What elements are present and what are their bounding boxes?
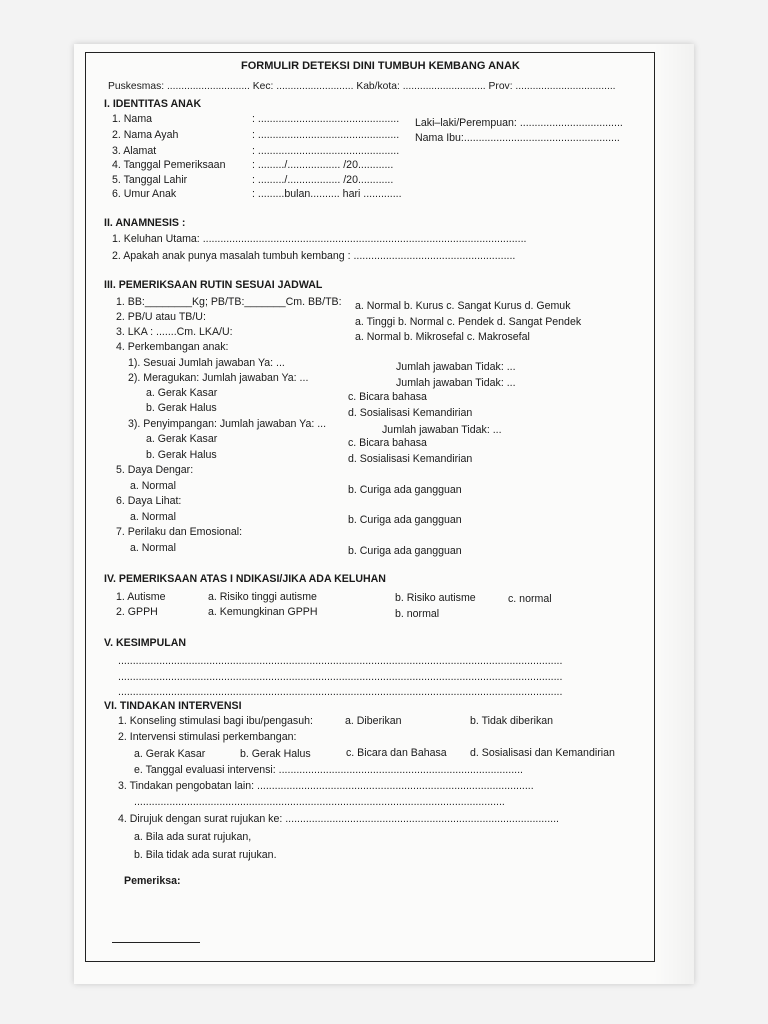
daya-lihat-curiga[interactable]: b. Curiga ada gangguan [348,514,462,526]
perkembangan-meragukan[interactable]: 2). Meragukan: Jumlah jawaban Ya: ... [128,372,309,384]
options-lka-u[interactable]: a. Normal b. Mikrosefal c. Makrosefal [355,331,530,343]
meragukan-gerak-halus[interactable]: b. Gerak Halus [146,402,217,414]
field-daya-lihat: 6. Daya Lihat: [116,495,182,507]
penyimpangan-gerak-kasar[interactable]: a. Gerak Kasar [146,433,218,445]
field-pb-tb-u: 2. PB/U atau TB/U: [116,311,206,323]
options-pb-tb-u[interactable]: a. Tinggi b. Normal c. Pendek d. Sangat Pendek [355,316,582,328]
kesimpulan-line-3[interactable]: ....................................................................................................................................................... [118,686,563,698]
field-perkembangan-anak: 4. Perkembangan anak: [116,341,229,353]
field-input-umur-anak[interactable]: : .........bulan.......... hari ............. [252,188,402,200]
field-label-tanggal-lahir: 5. Tanggal Lahir [112,174,188,186]
field-autisme: 1. Autisme [116,591,166,603]
field-label-alamat: 3. Alamat [112,145,157,157]
perkembangan-penyimpangan[interactable]: 3). Penyimpangan: Jumlah jawaban Ya: ... [128,418,327,430]
form-title: FORMULIR DETEKSI DINI TUMBUH KEMBANG ANAK [241,60,520,72]
field-perilaku-emosional: 7. Perilaku dan Emosional: [116,526,243,538]
field-intervensi-stimulasi: 2. Intervensi stimulasi perkembangan: [118,731,297,743]
meragukan-gerak-kasar[interactable]: a. Gerak Kasar [146,387,218,399]
section-anamnesis-heading: II. ANAMNESIS : [104,217,186,229]
field-label-nama-ayah: 2. Nama Ayah [112,129,179,141]
perkembangan-meragukan-tidak[interactable]: Jumlah jawaban Tidak: ... [396,377,516,389]
page-shadow [654,44,694,984]
field-gpph: 2. GPPH [116,606,158,618]
stimulasi-sosialisasi[interactable]: d. Sosialisasi dan Kemandirian [470,747,615,759]
field-tanggal-evaluasi[interactable]: e. Tanggal evaluasi intervensi: ................................................................................... [134,764,523,776]
field-tindakan-pengobatan-cont[interactable]: .............................................................................................................................. [134,796,505,808]
dirujuk-tidak-ada-surat[interactable]: b. Bila tidak ada surat rujukan. [134,849,277,861]
perkembangan-penyimpangan-tidak[interactable]: Jumlah jawaban Tidak: ... [382,424,502,436]
field-bb-pb[interactable]: 1. BB:________Kg; PB/TB:_______Cm. BB/TB: [116,296,342,308]
field-input-nama-ayah[interactable]: : ................................................ [252,129,400,141]
section-pemeriksaan-heading: III. PEMERIKSAAN RUTIN SESUAI JADWAL [104,279,323,291]
konseling-tidak-diberikan[interactable]: b. Tidak diberikan [470,715,554,727]
field-label-nama: 1. Nama [112,113,153,125]
meragukan-sosialisasi[interactable]: d. Sosialisasi Kemandirian [348,407,473,419]
section-intervensi-heading: VI. TINDAKAN INTERVENSI [104,700,242,712]
field-input-nama[interactable]: : ................................................ [252,113,400,125]
field-input-tanggal-pemeriksaan[interactable]: : ........./.................. /20............ [252,159,394,171]
perilaku-curiga[interactable]: b. Curiga ada gangguan [348,545,462,557]
header-location-line[interactable]: Puskesmas: ............................. Kec: ........................... Kab/kota: ............................. Prov: ................................... [108,81,616,92]
stimulasi-gerak-halus[interactable]: b. Gerak Halus [240,748,311,760]
gpph-normal[interactable]: b. normal [395,608,440,620]
field-label-tanggal-pemeriksaan: 4. Tanggal Pemeriksaan [112,159,226,171]
autisme-risiko-tinggi[interactable]: a. Risiko tinggi autisme [208,591,317,603]
perkembangan-sesuai-tidak[interactable]: Jumlah jawaban Tidak: ... [396,361,516,373]
autisme-risiko[interactable]: b. Risiko autisme [395,592,476,604]
section-kesimpulan-heading: V. KESIMPULAN [104,637,187,649]
perilaku-normal[interactable]: a. Normal [130,542,176,554]
field-lka[interactable]: 3. LKA : .......Cm. LKA/U: [116,326,233,338]
konseling-diberikan[interactable]: a. Diberikan [345,715,402,727]
field-gender[interactable]: Laki–laki/Perempuan: ................................... [415,117,623,129]
field-tindakan-pengobatan[interactable]: 3. Tindakan pengobatan lain: .............................................................................................. [118,780,534,792]
field-input-alamat[interactable]: : ................................................ [252,145,400,157]
field-label-umur-anak: 6. Umur Anak [112,188,177,200]
field-input-tanggal-lahir[interactable]: : ........./.................. /20............ [252,174,394,186]
kesimpulan-line-1[interactable]: ....................................................................................................................................................... [118,655,563,667]
field-dirujuk[interactable]: 4. Dirujuk dengan surat rujukan ke: ............................................................................................. [118,813,559,825]
options-bb-tb[interactable]: a. Normal b. Kurus c. Sangat Kurus d. Gemuk [355,300,571,312]
kesimpulan-line-2[interactable]: ....................................................................................................................................................... [118,671,563,683]
section-atas-indikasi-heading: IV. PEMERIKSAAN ATAS I NDIKASI/JIKA ADA KELUHAN [104,573,386,585]
signature-line[interactable] [112,942,200,943]
daya-lihat-normal[interactable]: a. Normal [130,511,176,523]
field-nama-ibu[interactable]: Nama Ibu:..................................................... [415,132,620,144]
penyimpangan-bicara-bahasa[interactable]: c. Bicara bahasa [348,437,427,449]
field-konseling: 1. Konseling stimulasi bagi ibu/pengasuh: [118,715,313,727]
penyimpangan-gerak-halus[interactable]: b. Gerak Halus [146,449,217,461]
field-keluhan-utama[interactable]: 1. Keluhan Utama: .............................................................................................................. [112,233,527,245]
gpph-kemungkinan[interactable]: a. Kemungkinan GPPH [208,606,318,618]
dirujuk-ada-surat[interactable]: a. Bila ada surat rujukan, [134,831,252,843]
field-masalah-tumbuh-kembang[interactable]: 2. Apakah anak punya masalah tumbuh kembang : ....................................................... [112,250,516,262]
perkembangan-sesuai[interactable]: 1). Sesuai Jumlah jawaban Ya: ... [128,357,285,369]
section-identitas-heading: I. IDENTITAS ANAK [104,98,202,110]
daya-dengar-curiga[interactable]: b. Curiga ada gangguan [348,484,462,496]
stimulasi-bicara-bahasa[interactable]: c. Bicara dan Bahasa [346,747,447,759]
stimulasi-gerak-kasar[interactable]: a. Gerak Kasar [134,748,206,760]
penyimpangan-sosialisasi[interactable]: d. Sosialisasi Kemandirian [348,453,473,465]
pemeriksa-label: Pemeriksa: [124,875,181,887]
field-daya-dengar: 5. Daya Dengar: [116,464,194,476]
daya-dengar-normal[interactable]: a. Normal [130,480,176,492]
autisme-normal[interactable]: c. normal [508,593,552,605]
meragukan-bicara-bahasa[interactable]: c. Bicara bahasa [348,391,427,403]
